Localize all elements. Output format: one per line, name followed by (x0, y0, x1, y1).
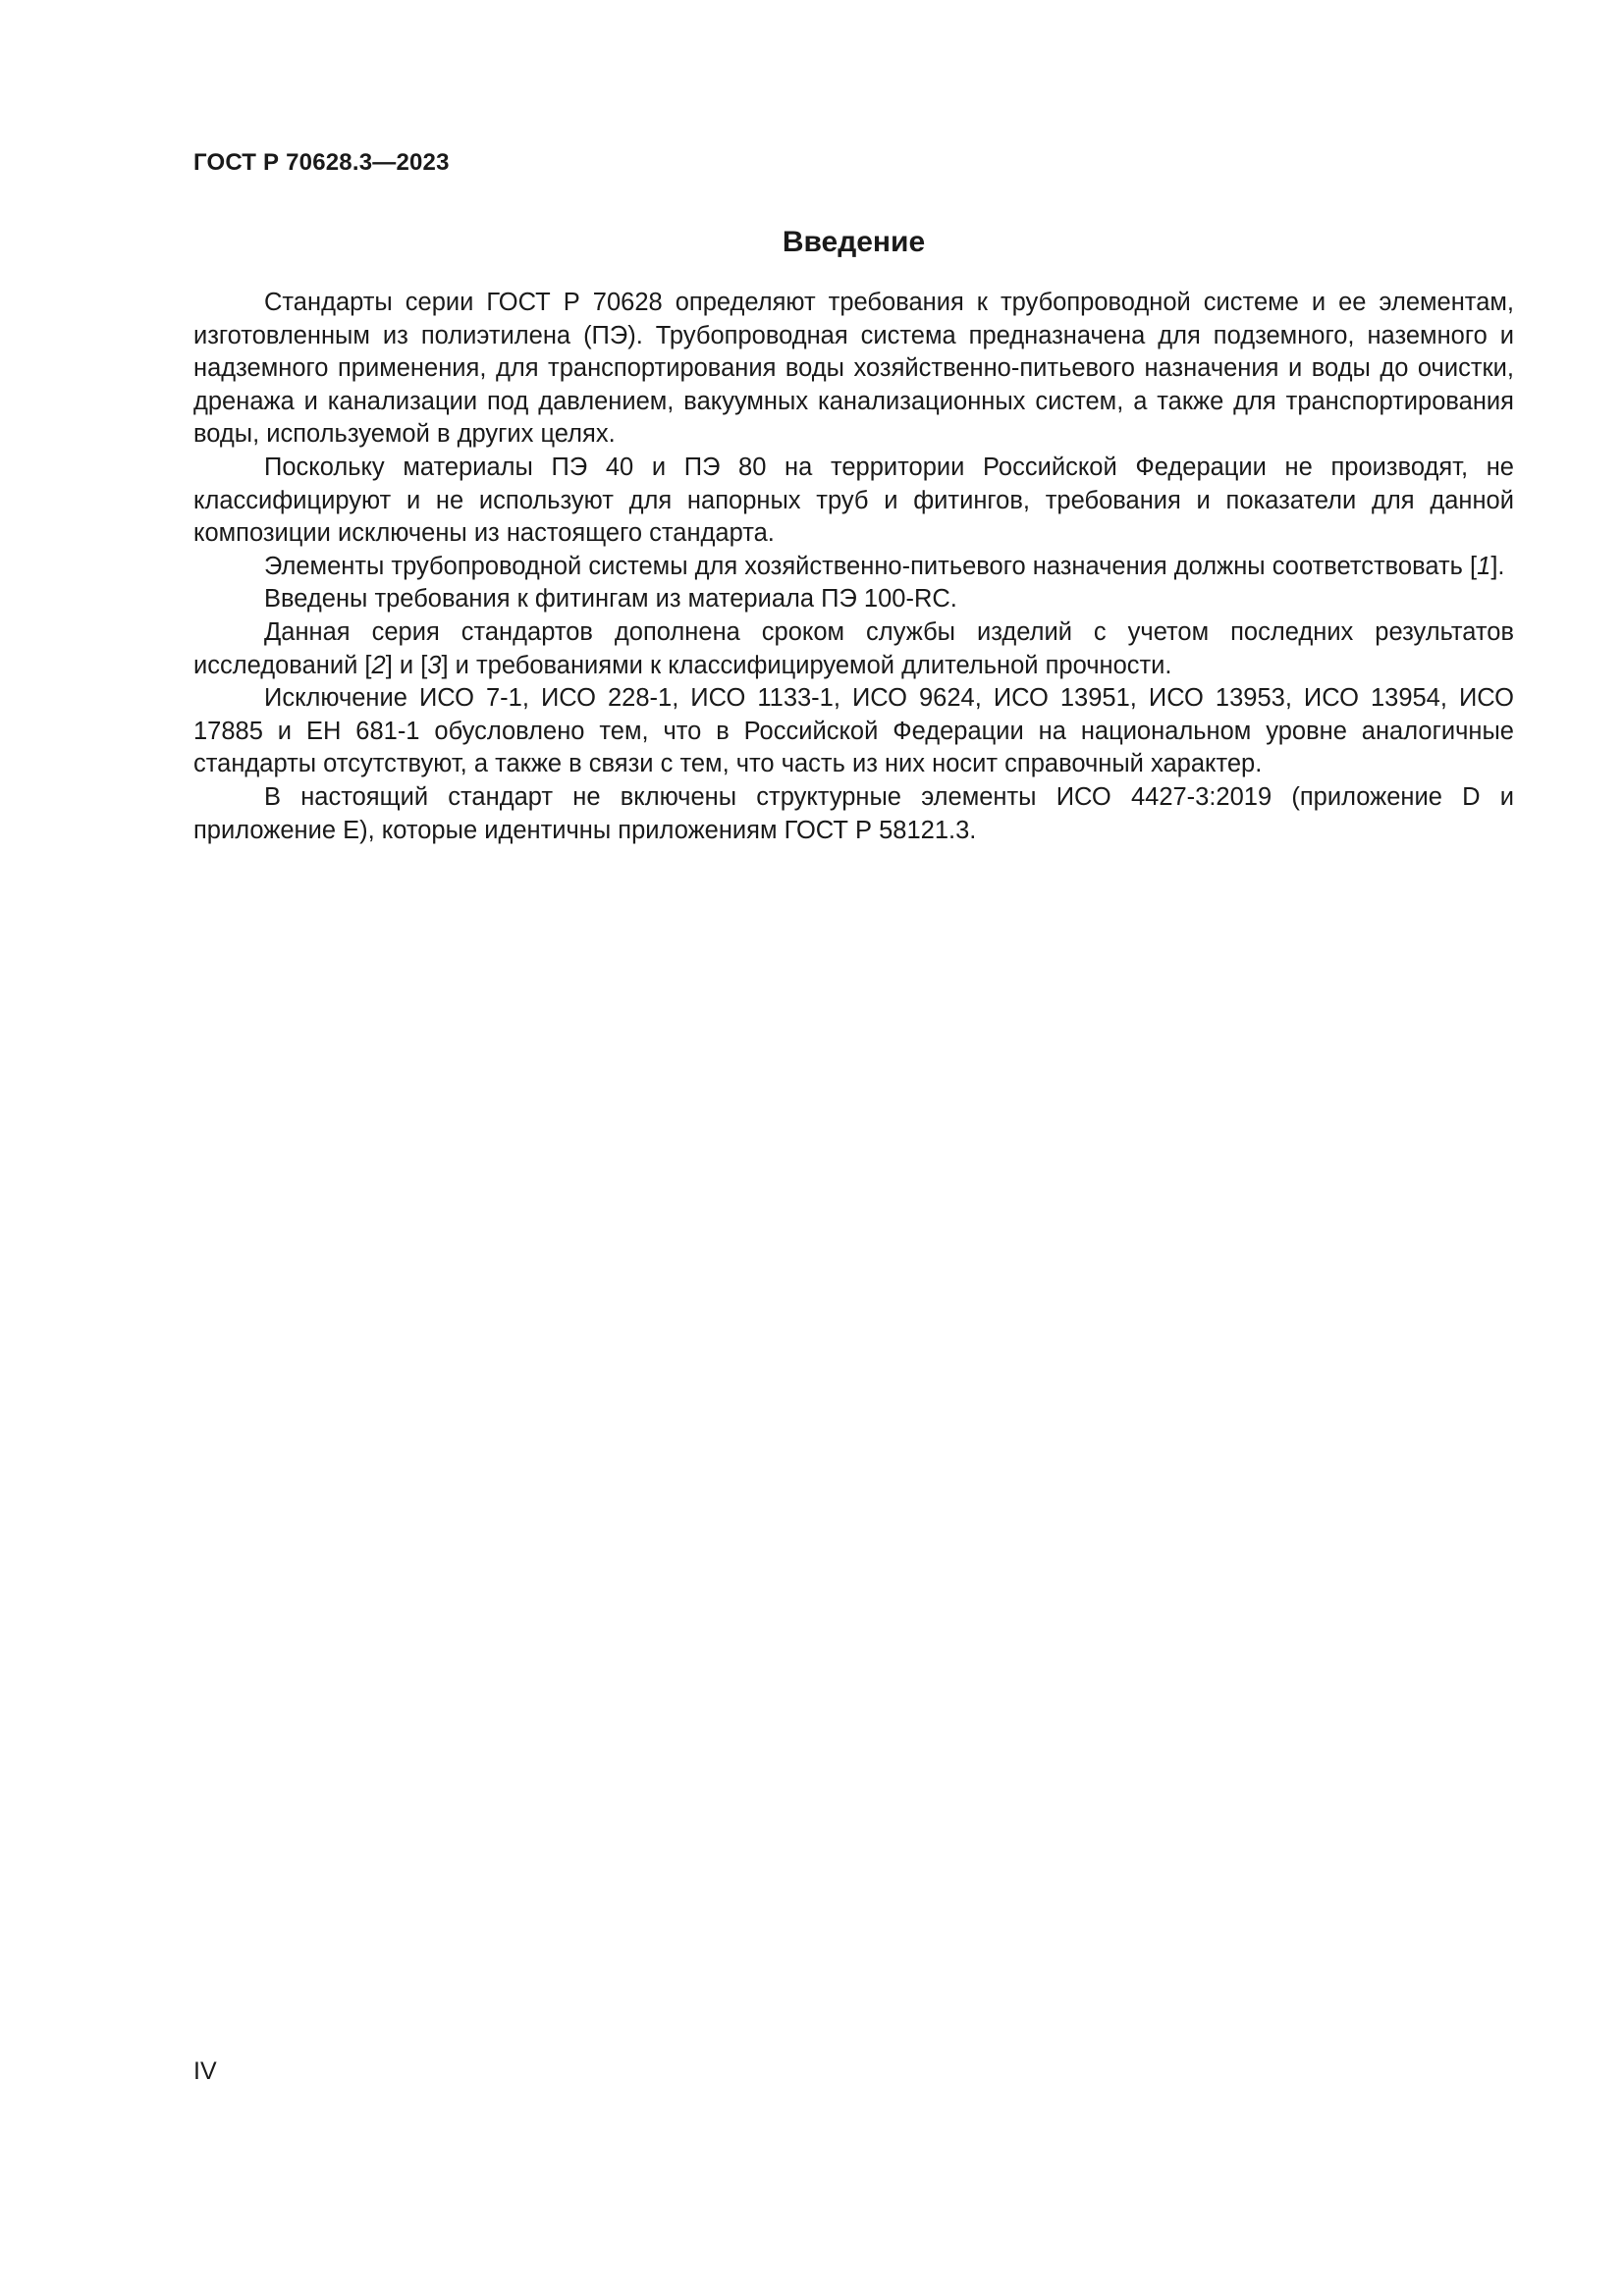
page-number: IV (193, 2057, 217, 2085)
paragraph-5: Данная серия стандартов дополнена сроком службы изделий с учетом последних результатов исследований [2] и [3] и требованиями к классифицируемой длительной прочности. (193, 617, 1514, 679)
paragraph-2: Поскольку материалы ПЭ 40 и ПЭ 80 на территории Российской Федерации не производят, не классифицируют и не используют для напорных труб и фитингов, требования и показатели для данной композиции исключены из настоящего стандарта. (193, 453, 1514, 548)
paragraph-7: В настоящий стандарт не включены структурные элементы ИСО 4427-3:2019 (приложение D и приложение E), которые идентичны приложениям ГОСТ Р 58121.3. (193, 782, 1514, 844)
introduction-body (193, 287, 1514, 847)
paragraph-4: Введены требования к фитингам из материала ПЭ 100-RC. (264, 585, 957, 614)
paragraph-1: Стандарты серии ГОСТ Р 70628 определяют требования к трубопроводной системе и ее элементам, изготовленным из полиэтилена (ПЭ). Трубопроводная система предназначена для подземного, наземного и надземного применения, для транспортирования воды хозяйственно-питьевого назначения и воды до очистки, дренажа и канализации под давлением, вакуумных канализационных систем, а также для транспортирования воды, используемой в других целях. (193, 289, 1514, 449)
document-code-header: ГОСТ Р 70628.3—2023 (193, 149, 450, 176)
section-title: Введение (782, 226, 926, 258)
paragraph-6: Исключение ИСО 7-1, ИСО 228-1, ИСО 1133-1, ИСО 9624, ИСО 13951, ИСО 13953, ИСО 13954, ИСО 17885 и ЕН 681-1 обусловлено тем, что в Российской Федерации на национальном уровне аналогичные стандарты отсутствуют, а также в связи с тем, что часть из них носит справочный характер. (193, 684, 1514, 778)
paragraph-3: Элементы трубопроводной системы для хозяйственно-питьевого назначения должны соответствовать [1]. (264, 552, 1505, 580)
